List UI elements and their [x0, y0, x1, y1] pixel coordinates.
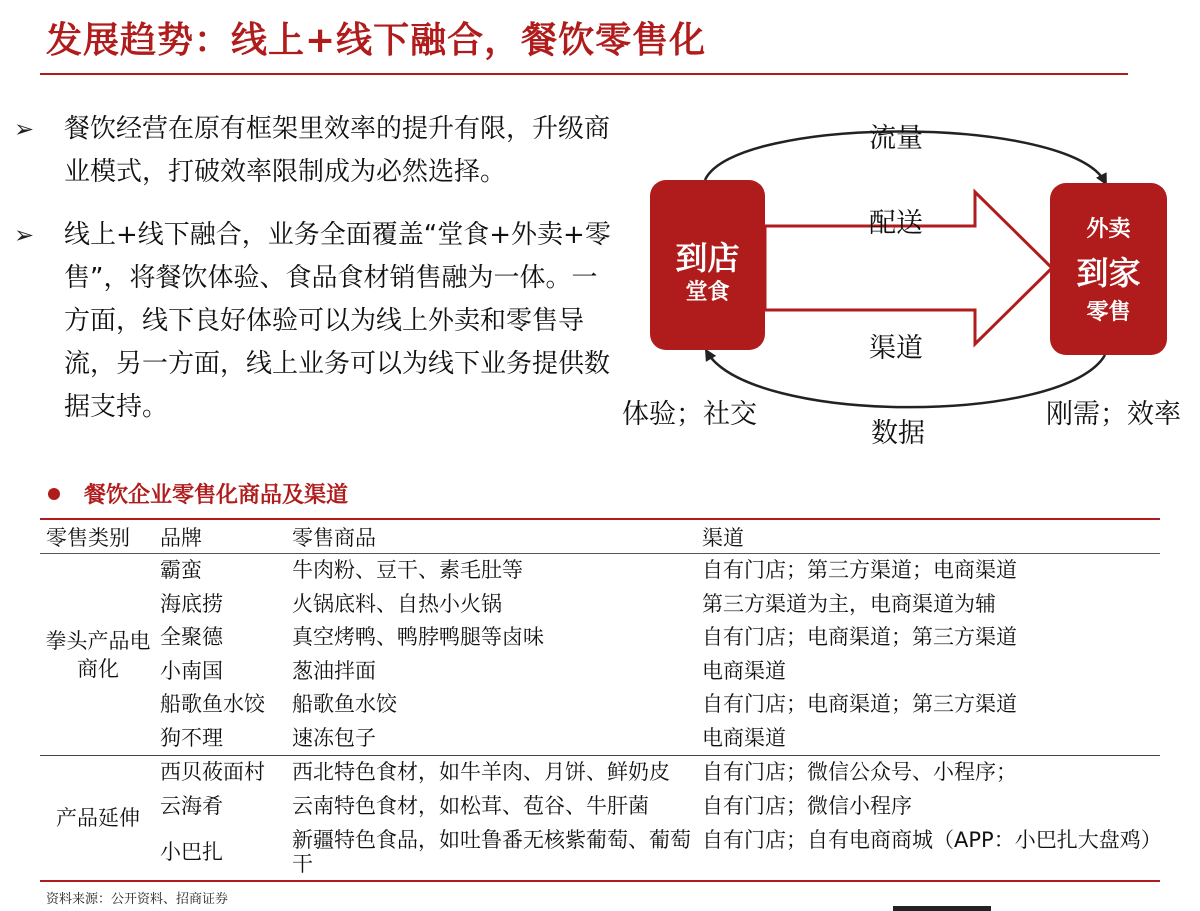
table-row: [156, 621, 1160, 655]
source-note: 资料来源：公开资料、招商证券: [46, 892, 229, 907]
cell-goods: 西北特色食材，如牛羊肉、月饼、鲜奶皮: [292, 760, 670, 784]
cell-brand: 全聚德: [160, 625, 223, 649]
cell-brand: 狗不理: [160, 725, 223, 750]
table-row: [156, 722, 1160, 756]
retail-table: [40, 518, 1160, 882]
experience-caption: 体验；社交: [622, 399, 757, 430]
table-row: [156, 554, 1160, 588]
header-category: 零售类别: [46, 525, 130, 550]
table-bottom-rule: [40, 880, 1160, 882]
cell-brand: 小南国: [160, 658, 223, 683]
table-row: [156, 756, 1160, 790]
cell-channel: 电商渠道: [702, 658, 786, 683]
efficiency-caption: 刚需；效率: [1046, 399, 1181, 430]
cell-channel: 电商渠道: [702, 725, 786, 750]
cell-goods: 火锅底料、自热小火锅: [292, 591, 502, 616]
group-category: 产品延伸: [56, 806, 140, 830]
bullet-text: 线上+线下融合，业务全面覆盖“堂食+外卖+零售”，将餐饮体验、食品食材销售融为一体。一方面，线下良好体验可以为线上外卖和零售导流，另一方面，线上业务可以为线下业务提供数据支持。: [64, 220, 611, 422]
traffic-label: 流量: [869, 123, 923, 154]
table-row: [156, 790, 1160, 824]
cell-goods: 速冻包子: [292, 725, 376, 750]
cell-goods: 真空烤鸭、鸭脖鸭腿等卤味: [292, 625, 544, 649]
table-group: [40, 554, 1160, 755]
bullet-text: 餐饮经营在原有框架里效率的提升有限，升级商业模式，打破效率限制成为必然选择。: [64, 114, 611, 187]
bullet-arrow-icon: ➢: [14, 115, 35, 143]
table-header: [40, 520, 1160, 553]
channel-diagram: [600, 100, 1200, 460]
table-group: [40, 756, 1160, 880]
bullet-dot-icon: [48, 488, 60, 500]
page-footer-bar: [893, 906, 991, 911]
cell-brand: 霸蛮: [160, 558, 202, 582]
cell-channel: 自有门店；微信公众号、小程序；: [702, 760, 1017, 784]
bullet-item: [10, 214, 620, 429]
delivery-subtitle: 零售: [1086, 300, 1131, 325]
cell-brand: 西贝莜面村: [160, 760, 265, 784]
delivery-label: 配送: [869, 208, 923, 239]
dine-in-title: 到店: [675, 239, 740, 277]
cell-brand: 云海肴: [160, 793, 223, 818]
cell-channel: 自有门店；微信小程序: [702, 793, 912, 818]
header-brand: 品牌: [160, 525, 202, 550]
table-subtitle-text: 餐饮企业零售化商品及渠道: [84, 483, 349, 508]
page-title: 发展趋势：线上+线下融合，餐饮零售化: [46, 20, 707, 61]
dine-in-subtitle: 堂食: [685, 280, 730, 305]
cell-goods: 云南特色食材，如松茸、苞谷、牛肝菌: [292, 793, 649, 818]
cell-channel: 自有门店；电商渠道；第三方渠道: [702, 692, 1017, 716]
cell-channel: 自有门店；第三方渠道；电商渠道: [702, 558, 1017, 582]
cell-goods: 葱油拌面: [292, 658, 376, 683]
title-divider: [40, 73, 1128, 75]
cell-channel: 第三方渠道为主，电商渠道为辅: [702, 591, 996, 616]
table-subtitle: [46, 478, 348, 509]
table-row: [156, 655, 1160, 689]
delivery-title: 到家: [1076, 254, 1141, 292]
table-row: [156, 823, 1160, 880]
data-label: 数据: [871, 418, 925, 449]
channel-label: 渠道: [869, 333, 923, 364]
table-row: [156, 688, 1160, 722]
cell-goods: 船歌鱼水饺: [292, 692, 397, 716]
cell-brand: 海底捞: [160, 591, 223, 616]
bullet-item: [10, 108, 620, 194]
bullet-arrow-icon: ➢: [14, 221, 35, 249]
table-row: [156, 588, 1160, 622]
bullet-list: [10, 108, 620, 449]
group-category: 拳头产品电商化: [45, 628, 151, 681]
cell-goods: 牛肉粉、豆干、素毛肚等: [292, 558, 523, 582]
cell-channel: 自有门店；电商渠道；第三方渠道: [702, 625, 1017, 649]
cell-brand: 船歌鱼水饺: [160, 692, 265, 716]
cell-brand: 小巴扎: [160, 840, 223, 864]
cell-channel: 自有门店；自有电商商城（APP：小巴扎大盘鸡）: [702, 828, 1162, 852]
delivery-top-label: 外卖: [1086, 217, 1131, 242]
cell-goods: 新疆特色食品，如吐鲁番无核紫葡萄、葡萄干: [292, 828, 691, 876]
header-channel: 渠道: [702, 525, 744, 550]
header-goods: 零售商品: [292, 525, 376, 550]
